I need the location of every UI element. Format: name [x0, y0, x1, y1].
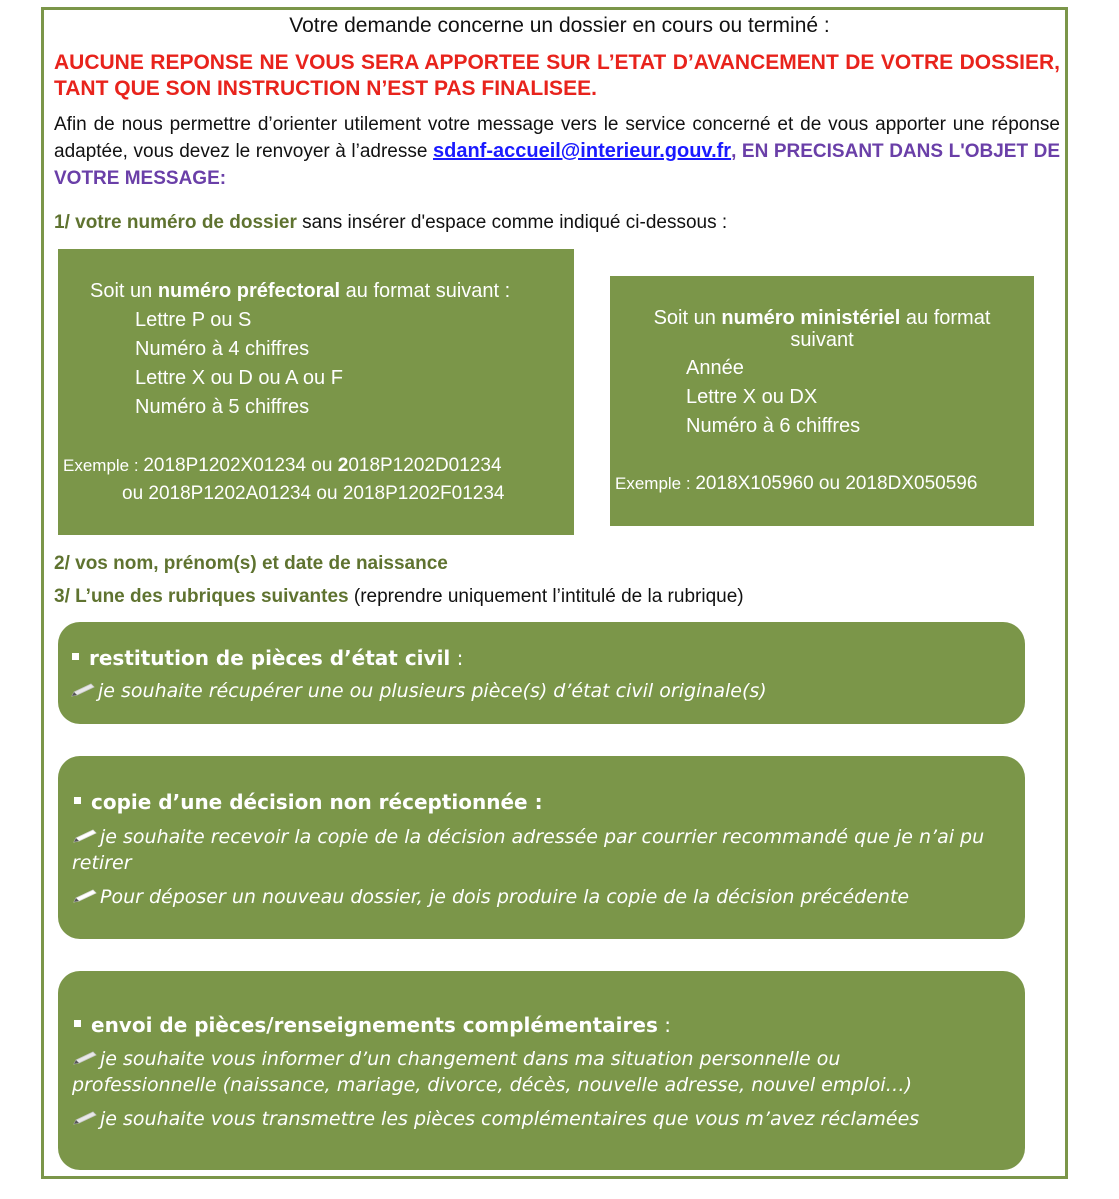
- rubrique-line-text: je souhaite récupérer une ou plusieurs pièce(s) d’état civil originale(s): [98, 680, 767, 702]
- intro-paragraph: [54, 111, 1060, 192]
- rubrique-title: [72, 646, 463, 670]
- step-1: [54, 212, 727, 234]
- prefectoral-example: [63, 455, 502, 477]
- ministeriel-intro: [610, 307, 1034, 330]
- ministeriel-item: Lettre X ou DX: [686, 386, 818, 408]
- pencil-icon: [72, 889, 98, 903]
- prefectoral-item: Numéro à 4 chiffres: [135, 338, 310, 360]
- pencil-icon: [70, 683, 96, 697]
- prefectoral-intro: [90, 280, 510, 303]
- step-1-rest: sans insérer d'espace comme indiqué ci-dessous :: [296, 212, 728, 233]
- rubrique-line: [72, 1106, 1012, 1132]
- rubrique-title: [74, 1013, 671, 1037]
- prefectoral-item: Lettre P ou S: [135, 309, 252, 331]
- rubrique-line: [72, 1046, 952, 1098]
- rubrique-title: [74, 790, 543, 814]
- prefectoral-intro-bold: numéro préfectoral: [157, 280, 341, 302]
- ministeriel-intro-line2: suivant: [790, 329, 854, 351]
- pencil-icon: [72, 829, 98, 843]
- step-3-rest: (reprendre uniquement l’intitulé de la rubrique): [348, 586, 744, 607]
- ministeriel-intro-bold: numéro ministériel: [721, 307, 901, 329]
- rubrique-line: [72, 824, 1012, 876]
- prefectoral-intro-suffix: au format suivant :: [340, 280, 511, 302]
- prefectoral-example-a: 2018P1202X01234 ou: [143, 455, 338, 476]
- ministeriel-example-label: Exemple :: [615, 474, 696, 493]
- rubrique-title-suffix: :: [657, 1013, 671, 1037]
- ministeriel-intro-suffix: au format: [900, 307, 991, 329]
- email-link[interactable]: sdanf-accueil@interieur.gouv.fr: [432, 140, 732, 162]
- rubrique-line-text: je souhaite vous transmettre les pièces complémentaires que vous m’avez réclamées: [100, 1108, 920, 1130]
- prefectoral-example-line2: ou 2018P1202A01234 ou 2018P1202F01234: [122, 483, 505, 504]
- prefectoral-intro-prefix: Soit un: [90, 280, 158, 302]
- prefectoral-box: [58, 249, 574, 535]
- ministeriel-intro-prefix: Soit un: [653, 307, 722, 329]
- page-title: Votre demande concerne un dossier en cours ou terminé :: [289, 14, 830, 37]
- step-1-label: 1/ votre numéro de dossier: [54, 212, 297, 233]
- prefectoral-item: Numéro à 5 chiffres: [135, 396, 310, 418]
- ministeriel-box: [610, 276, 1034, 526]
- step-2-label: 2/ vos nom, prénom(s) et date de naissance: [54, 553, 448, 574]
- rubrique-card: [58, 756, 1025, 939]
- pencil-icon: [72, 1111, 98, 1125]
- step-3-label: 3/ L’une des rubriques suivantes: [54, 586, 349, 607]
- rubrique-card: [58, 971, 1025, 1170]
- rubrique-line-text: je souhaite vous informer d’un changement dans ma situation personnelle ou professionnelle (naissance, mariage, divorce, décès, nouvelle adresse, nouvel emploi…): [72, 1048, 913, 1096]
- prefectoral-example-c: 018P1202D01234: [348, 455, 502, 476]
- rubrique-title-suffix: :: [450, 646, 464, 670]
- intro-text: Afin de nous permettre d’orienter utilement votre message vers le service concerné et de vous apporter une réponse adaptée, vous devez le renvoyer à l’adresse: [54, 114, 1060, 162]
- prefectoral-example-b: 2: [337, 455, 349, 476]
- rubrique-card: [58, 622, 1025, 724]
- prefectoral-example-label: Exemple :: [63, 456, 144, 475]
- pencil-icon: [72, 1051, 98, 1065]
- ministeriel-item: Année: [686, 357, 744, 379]
- step-3: [54, 586, 744, 608]
- step-2: [54, 553, 448, 575]
- ministeriel-example: [615, 473, 977, 495]
- rubrique-line-text: Pour déposer un nouveau dossier, je dois produire la copie de la décision précédente: [100, 886, 910, 908]
- intro-comma: ,: [731, 141, 742, 162]
- prefectoral-item: Lettre X ou D ou A ou F: [135, 367, 343, 389]
- rubrique-title-text: copie d’une décision non réceptionnée :: [91, 790, 543, 814]
- ministeriel-example-value: 2018X105960 ou 2018DX050596: [695, 473, 978, 494]
- square-bullet-icon: [74, 1020, 81, 1027]
- rubrique-line: [72, 884, 1012, 910]
- ministeriel-item: Numéro à 6 chiffres: [686, 415, 861, 437]
- rubrique-line: [70, 678, 1010, 704]
- square-bullet-icon: [72, 653, 79, 660]
- rubrique-line-text: je souhaite recevoir la copie de la décision adressée par courrier recommandé que je n’ai pu retirer: [72, 826, 985, 874]
- rubrique-title-text: envoi de pièces/renseignements complémentaires: [91, 1013, 658, 1037]
- rubrique-title-text: restitution de pièces d’état civil: [89, 646, 451, 670]
- warning-notice: AUCUNE REPONSE NE VOUS SERA APPORTEE SUR L’ETAT D’AVANCEMENT DE VOTRE DOSSIER, TANT QUE SON INSTRUCTION N’EST PAS FINALISEE.: [54, 51, 1060, 100]
- square-bullet-icon: [74, 797, 81, 804]
- intro-emphasis: EN PRECISANT DANS L'OBJET DE VOTRE MESSAGE:: [54, 141, 1061, 189]
